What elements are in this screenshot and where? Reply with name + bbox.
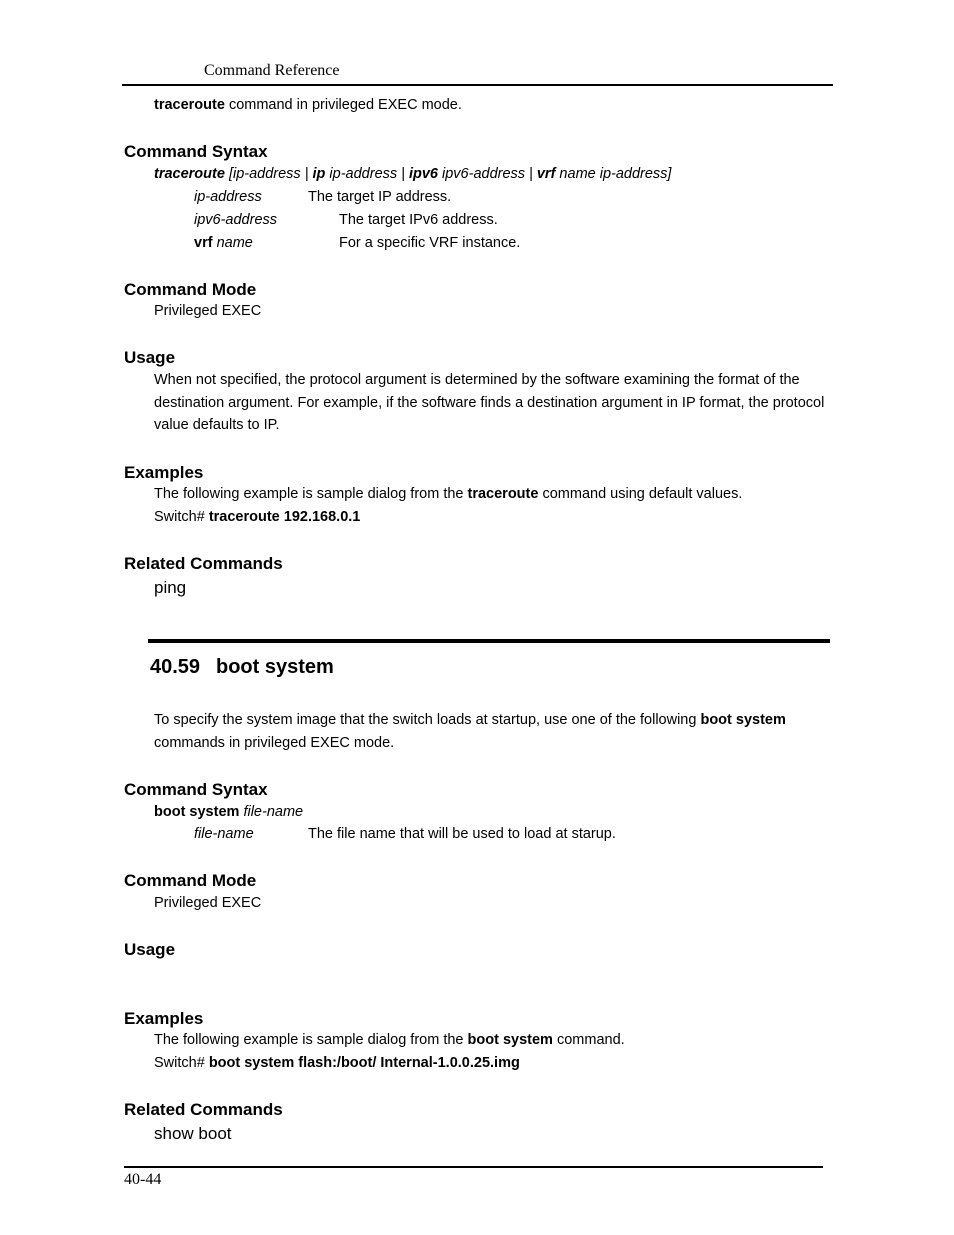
syntax-part: name ip-address] [555, 166, 672, 182]
syntax-keyword-ip: ip [312, 166, 326, 182]
traceroute-syntax [154, 166, 671, 182]
intro-text: To specify the system image that the switch loads at startup, use one of the following [154, 712, 701, 728]
example-description [154, 1032, 625, 1048]
example-cli [154, 1055, 520, 1071]
syntax-part: [ip-address | [224, 166, 313, 182]
example-text: command using default values. [538, 486, 743, 502]
command-syntax-heading: Command Syntax [124, 142, 268, 161]
example-description [154, 486, 742, 502]
example-cli [154, 509, 360, 525]
section-title: boot system [216, 656, 334, 678]
cli-prompt: Switch# [154, 509, 209, 525]
cli-input: traceroute 192.168.0.1 [208, 509, 361, 525]
usage-line: value defaults to IP. [154, 417, 280, 433]
section-rule [148, 639, 830, 643]
related-command: ping [154, 578, 187, 597]
syntax-part: ipv6-address | [437, 166, 537, 182]
param-desc: For a specific VRF instance. [339, 235, 521, 251]
param-desc: The target IP address. [308, 189, 452, 205]
related-commands-heading: Related Commands [124, 1100, 283, 1119]
command-mode-text: Privileged EXEC [154, 895, 262, 911]
section-number: 40.59 [150, 656, 201, 678]
boot-intro-line [154, 712, 786, 728]
syntax-command: traceroute [154, 166, 225, 182]
boot-intro-line: commands in privileged EXEC mode. [154, 735, 395, 751]
command-mode-heading: Command Mode [124, 280, 257, 299]
running-header: Command Reference [204, 62, 340, 79]
examples-heading: Examples [124, 1009, 204, 1028]
param-name: file-name [194, 826, 254, 842]
command-mode-heading: Command Mode [124, 871, 257, 890]
page-number: 40-44 [124, 1171, 162, 1188]
usage-heading: Usage [124, 348, 176, 367]
examples-heading: Examples [124, 463, 204, 482]
param-keyword: vrf [194, 235, 213, 251]
example-text: The following example is sample dialog from the [154, 1032, 468, 1048]
example-text: command. [552, 1032, 625, 1048]
syntax-keyword-vrf: vrf [536, 166, 556, 182]
param-arg: name [212, 235, 253, 251]
intro-command: traceroute [154, 97, 225, 113]
traceroute-intro [154, 97, 462, 113]
header-rule [122, 84, 833, 86]
command-syntax-heading: Command Syntax [124, 780, 268, 799]
syntax-part: ip-address | [325, 166, 409, 182]
param-desc: The target IPv6 address. [339, 212, 498, 228]
param-name [194, 235, 253, 251]
example-text: The following example is sample dialog from the [154, 486, 468, 502]
boot-syntax [154, 804, 303, 820]
param-name: ip-address [194, 189, 262, 205]
param-name: ipv6-address [194, 212, 278, 228]
related-command: show boot [154, 1124, 232, 1143]
syntax-arg: file-name [239, 804, 304, 820]
command-mode-text: Privileged EXEC [154, 303, 262, 319]
footer-rule [124, 1166, 823, 1168]
syntax-command: boot system [154, 804, 240, 820]
cli-input: boot system flash:/boot/ Internal-1.0.0.25.img [208, 1055, 520, 1071]
usage-heading: Usage [124, 940, 176, 959]
example-command: boot system [467, 1032, 553, 1048]
usage-line: destination argument. For example, if the software finds a destination argument in IP format, the protocol [154, 395, 825, 411]
cli-prompt: Switch# [154, 1055, 209, 1071]
related-commands-heading: Related Commands [124, 554, 283, 573]
example-command: traceroute [467, 486, 539, 502]
usage-line: When not specified, the protocol argument is determined by the software examining the format of the [154, 372, 800, 388]
syntax-keyword-ipv6: ipv6 [408, 166, 438, 182]
intro-command: boot system [700, 712, 786, 728]
param-desc: The file name that will be used to load at starup. [308, 826, 616, 842]
intro-text: command in privileged EXEC mode. [224, 97, 462, 113]
